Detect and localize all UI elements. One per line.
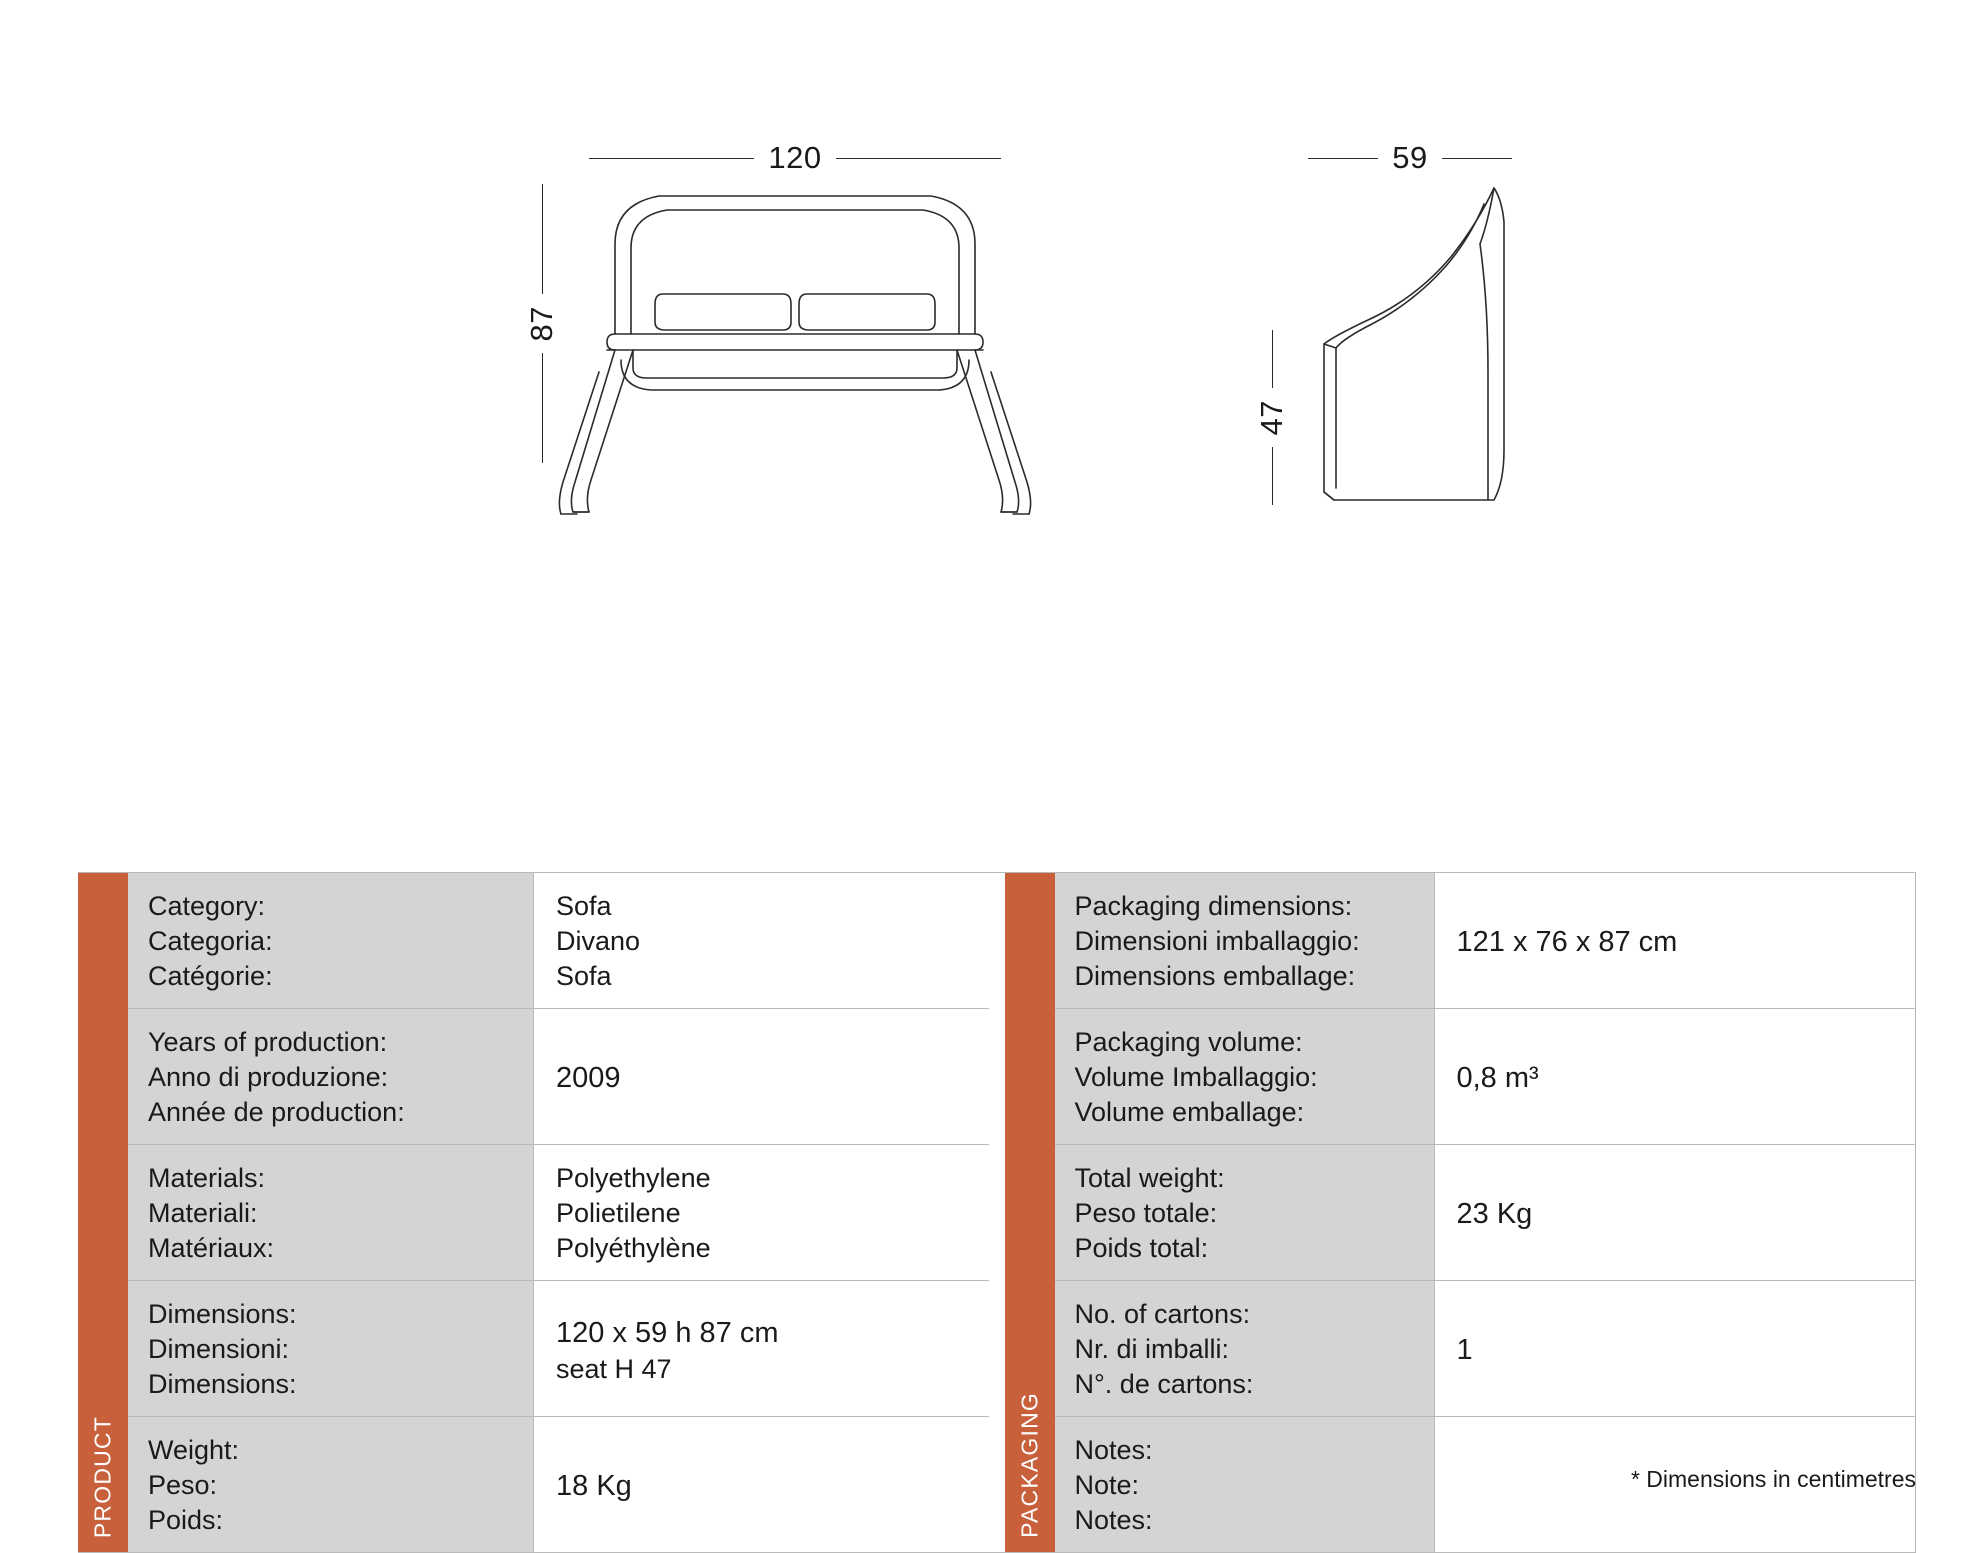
value-line: 2009 xyxy=(556,1061,621,1094)
value-line: 23 Kg xyxy=(1456,1197,1533,1230)
dimension-rule-right xyxy=(836,158,1001,159)
sofa-front-outline xyxy=(555,182,1035,522)
table-row xyxy=(1055,1281,1916,1417)
row-label-materials xyxy=(128,1145,534,1280)
label-line: No. of cartons: xyxy=(1074,1299,1251,1329)
packaging-tab-label: PACKAGING xyxy=(1016,1392,1042,1538)
row-label-dimensions xyxy=(128,1281,534,1416)
row-label-years-of-production xyxy=(128,1009,534,1144)
table-row xyxy=(1055,1009,1916,1145)
row-value-materials xyxy=(534,1145,989,1280)
side-width-value: 59 xyxy=(1392,140,1428,175)
table-row xyxy=(1055,873,1916,1009)
value-line: 18 Kg xyxy=(556,1469,632,1502)
side-width-dimension xyxy=(1285,140,1535,176)
value-line: Polietilene xyxy=(556,1198,681,1228)
label-line: Packaging dimensions: xyxy=(1074,891,1353,921)
row-value-packaging-volume xyxy=(1435,1009,1916,1144)
label-line: Dimensions: xyxy=(148,1299,297,1329)
row-label-no-of-cartons xyxy=(1055,1281,1435,1416)
value-line: 1 xyxy=(1456,1333,1473,1366)
front-height-value: 87 xyxy=(524,306,559,342)
label-line: Note: xyxy=(1074,1470,1140,1500)
row-value-weight xyxy=(534,1417,989,1552)
row-value-total-weight xyxy=(1435,1145,1916,1280)
label-line: Notes: xyxy=(1074,1435,1153,1465)
label-line: Materiali: xyxy=(148,1198,258,1228)
dimension-rule-bottom xyxy=(542,353,543,463)
label-line: Poids total: xyxy=(1074,1233,1209,1263)
packaging-tab xyxy=(1005,873,1055,1552)
label-line: Volume emballage: xyxy=(1074,1097,1305,1127)
dimension-rule-top xyxy=(1272,330,1273,388)
dimension-rule-left xyxy=(1308,158,1378,159)
value-line: Divano xyxy=(556,926,641,956)
label-line: Dimensions: xyxy=(148,1369,297,1399)
table-row xyxy=(128,1417,989,1552)
value-line: 120 x 59 h 87 cm xyxy=(556,1316,779,1349)
label-line: Peso: xyxy=(148,1470,218,1500)
label-line: Total weight: xyxy=(1074,1163,1225,1193)
dimension-rule-right xyxy=(1442,158,1512,159)
label-line: Peso totale: xyxy=(1074,1198,1218,1228)
label-line: Catégorie: xyxy=(148,961,273,991)
value-line: Polyéthylène xyxy=(556,1233,711,1263)
packaging-panel xyxy=(1005,873,1916,1552)
row-label-packaging-volume xyxy=(1055,1009,1435,1144)
side-view-group xyxy=(1240,140,1570,560)
dimension-rule-left xyxy=(589,158,754,159)
row-label-category xyxy=(128,873,534,1008)
label-line: Weight: xyxy=(148,1435,240,1465)
table-row xyxy=(128,1009,989,1145)
front-width-dimension xyxy=(565,140,1025,176)
row-label-notes xyxy=(1055,1417,1435,1552)
label-line: N°. de cartons: xyxy=(1074,1369,1254,1399)
packaging-rows xyxy=(1055,873,1916,1552)
table-row xyxy=(128,1281,989,1417)
row-label-total-weight xyxy=(1055,1145,1435,1280)
value-line: Sofa xyxy=(556,961,612,991)
label-line: Packaging volume: xyxy=(1074,1027,1303,1057)
value-line: 0,8 m³ xyxy=(1456,1061,1539,1094)
label-line: Dimensioni: xyxy=(148,1334,290,1364)
sofa-side-outline xyxy=(1298,182,1528,512)
label-line: Dimensioni imballaggio: xyxy=(1074,926,1360,956)
label-line: Category: xyxy=(148,891,266,921)
label-line: Volume Imballaggio: xyxy=(1074,1062,1318,1092)
label-line: Materials: xyxy=(148,1163,266,1193)
table-row xyxy=(128,873,989,1009)
row-label-packaging-dimensions xyxy=(1055,873,1435,1008)
product-rows xyxy=(128,873,989,1552)
table-row xyxy=(128,1145,989,1281)
value-line: Polyethylene xyxy=(556,1163,711,1193)
product-tab-label: PRODUCT xyxy=(89,1415,116,1538)
row-value-category xyxy=(534,873,989,1008)
label-line: Matériaux: xyxy=(148,1233,275,1263)
dimension-rule-top xyxy=(542,184,543,294)
label-line: Poids: xyxy=(148,1505,224,1535)
label-line: Years of production: xyxy=(148,1027,388,1057)
value-line: seat H 47 xyxy=(556,1353,672,1384)
label-line: Année de production: xyxy=(148,1097,405,1127)
value-line: Sofa xyxy=(556,891,612,921)
dimension-rule-bottom xyxy=(1272,447,1273,505)
value-line: 121 x 76 x 87 cm xyxy=(1456,925,1678,958)
label-line: Anno di produzione: xyxy=(148,1062,389,1092)
product-tab xyxy=(78,873,128,1552)
side-height-dimension xyxy=(1254,330,1290,520)
label-line: Categoria: xyxy=(148,926,273,956)
label-line: Notes: xyxy=(1074,1505,1153,1535)
front-width-value: 120 xyxy=(768,140,822,175)
footnote: * Dimensions in centimetres xyxy=(1630,1466,1916,1492)
row-value-packaging-dimensions xyxy=(1435,873,1916,1008)
row-value-years-of-production xyxy=(534,1009,989,1144)
row-label-weight xyxy=(128,1417,534,1552)
product-panel xyxy=(78,873,989,1552)
row-value-dimensions xyxy=(534,1281,989,1416)
label-line: Nr. di imballi: xyxy=(1074,1334,1230,1364)
row-value-no-of-cartons xyxy=(1435,1281,1916,1416)
label-line: Dimensions emballage: xyxy=(1074,961,1356,991)
table-row xyxy=(1055,1145,1916,1281)
specification-table xyxy=(78,872,1916,1553)
front-view-group xyxy=(500,140,1060,560)
side-height-value: 47 xyxy=(1254,400,1289,436)
